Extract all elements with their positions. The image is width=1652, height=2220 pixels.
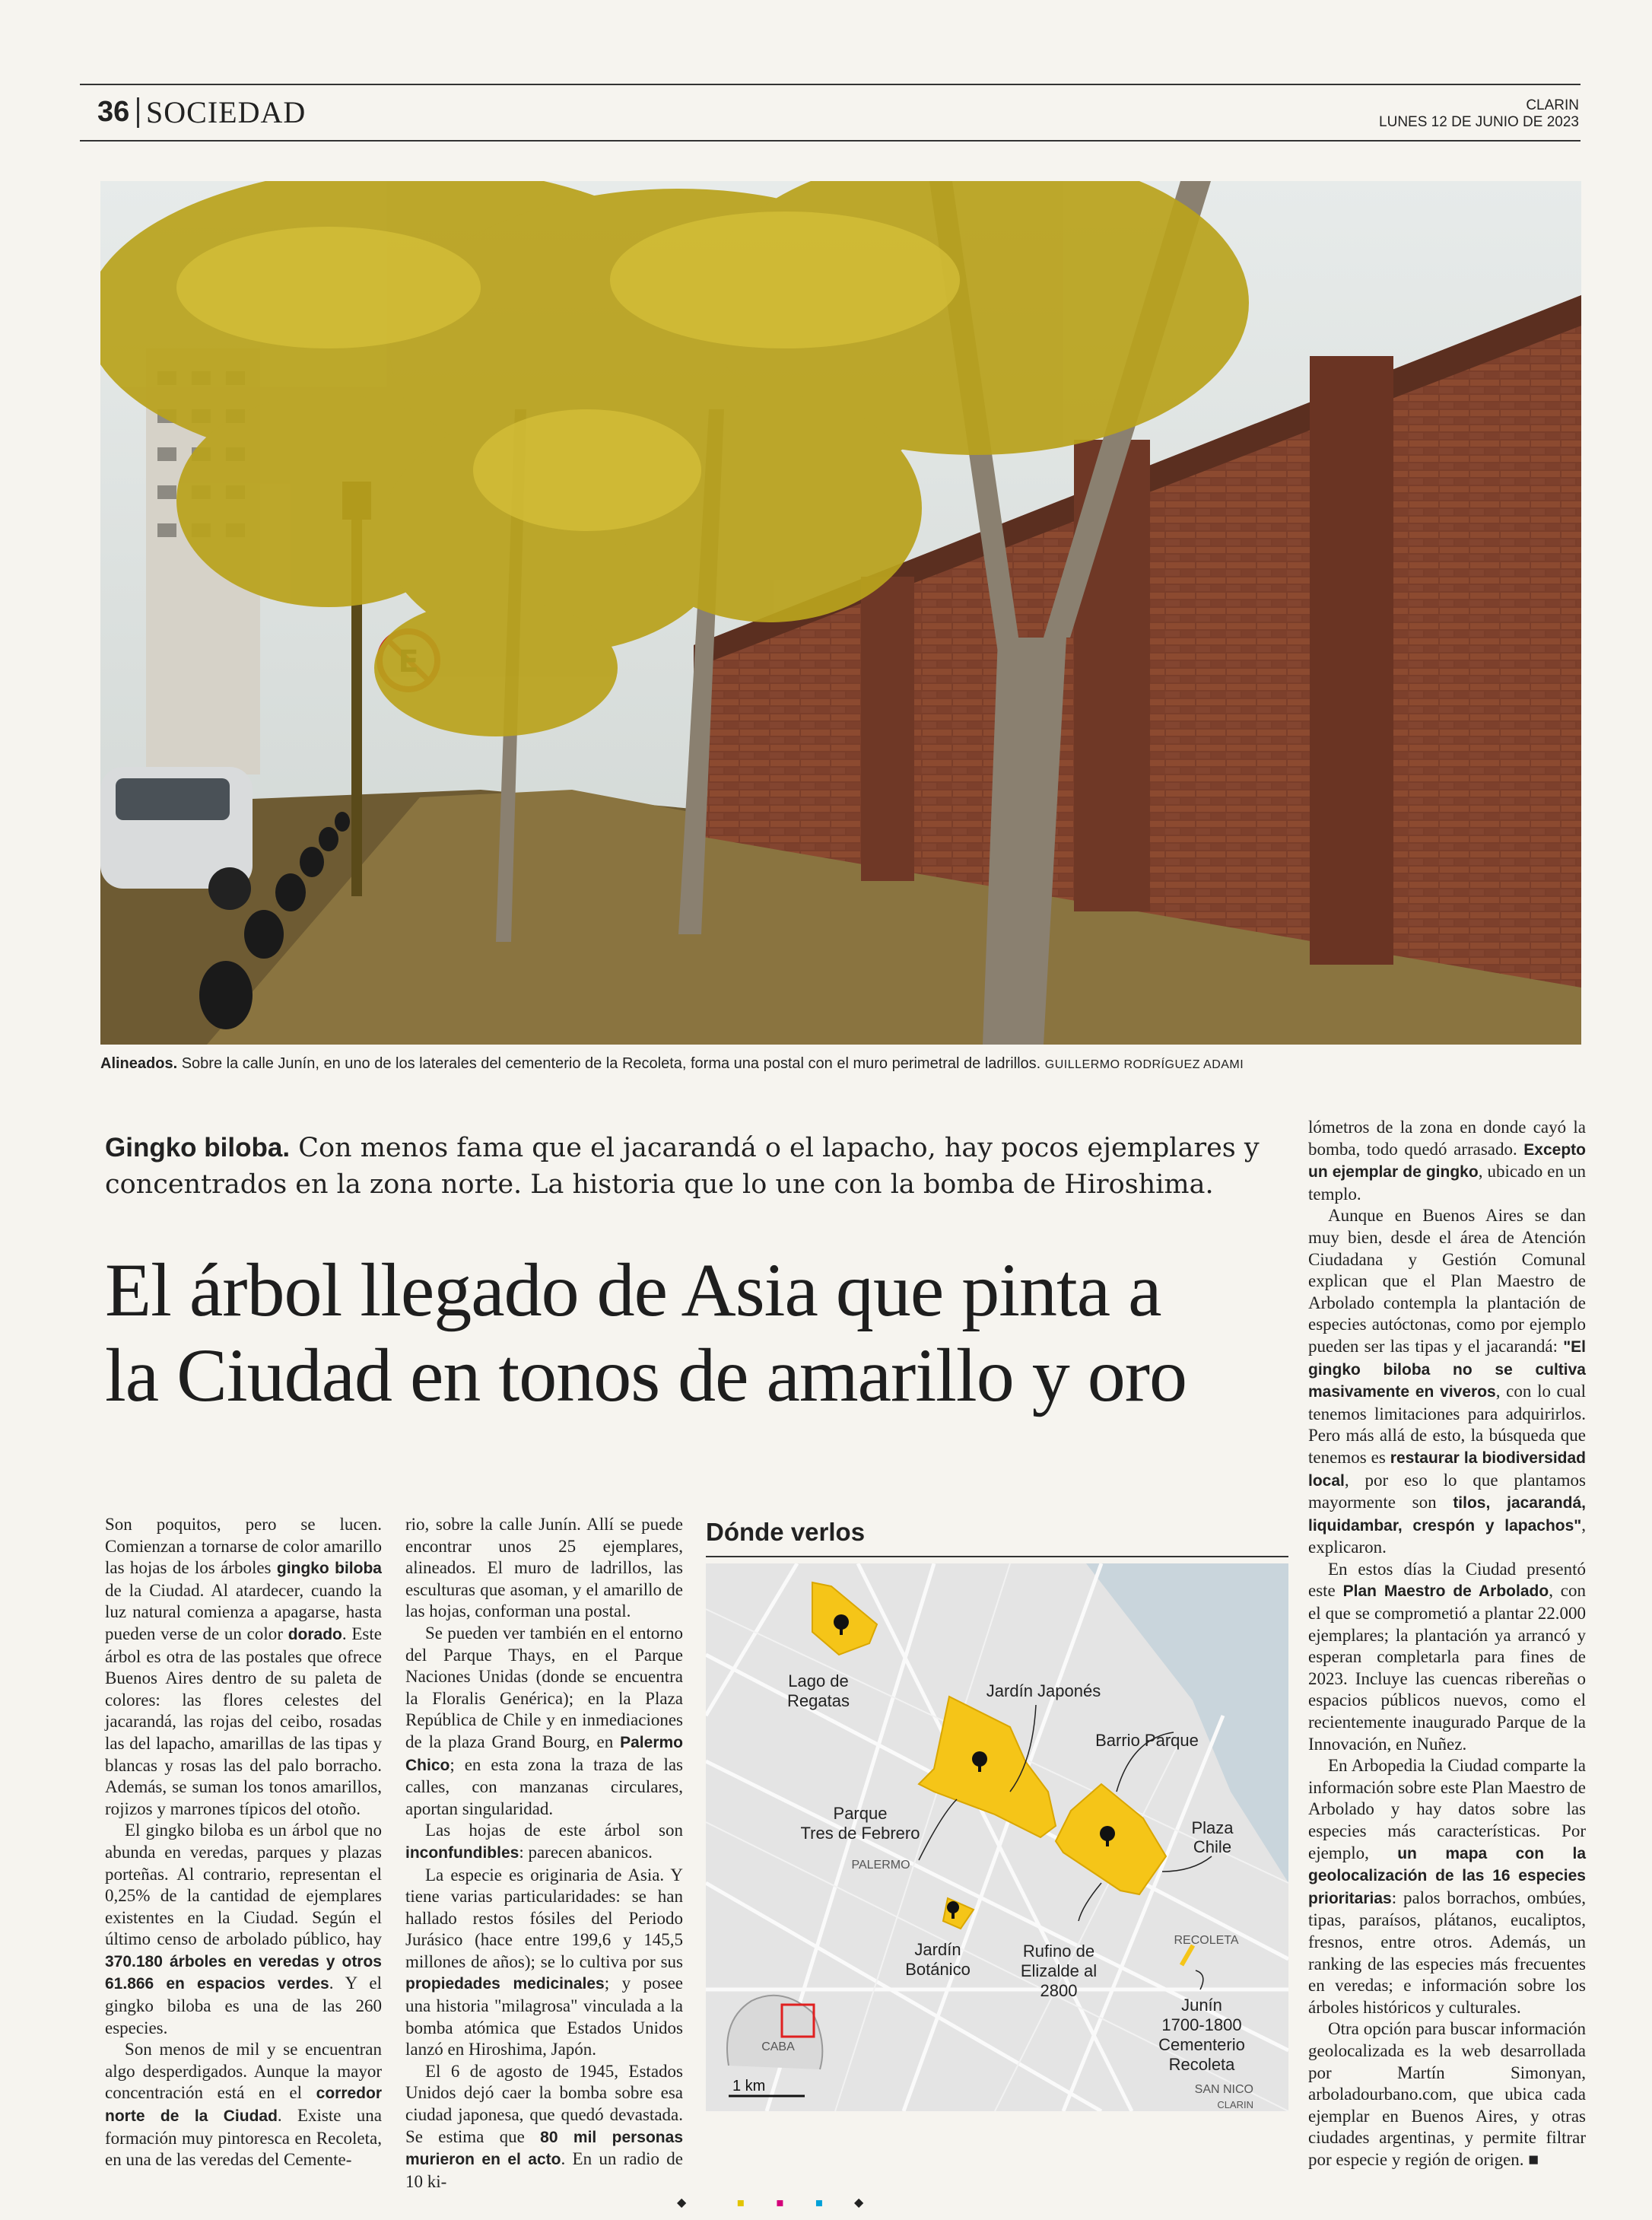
- label-junin-3: Cementerio: [1158, 2035, 1245, 2054]
- bold-run: 80 mil personas murieron en el acto: [405, 2128, 683, 2169]
- paragraph: [405, 1820, 683, 1864]
- bold-run: un mapa con la geolocalización de las 16 especies prioritarias: [1308, 1844, 1586, 1907]
- text-run: de la Ciudad. Al atardecer, cuando la luz natural comienza a apagarse, hasta pueden verse de un color: [105, 1580, 382, 1643]
- section-name: SOCIEDAD: [146, 95, 307, 129]
- label-palermo: PALERMO: [851, 1859, 910, 1872]
- label-junin-1: Junín: [1181, 1996, 1222, 2015]
- label-rufino-1: Rufino de: [1022, 1942, 1095, 1961]
- text-run: lómetros de la zona en donde cayó la bomba, todo quedó arrasado.: [1308, 1118, 1586, 1159]
- text-run: El gingko biloba es un árbol que no abunda en veredas, parques y plazas porteñas. Al contrario, representan el 0,25% de la cantidad de ejemplares existentes en la Ciudad. Según el último censo de arbolado público, hay: [105, 1821, 382, 1949]
- bold-run: gingko biloba: [276, 1560, 382, 1578]
- paragraph: [1308, 1559, 1586, 1755]
- header-bottom-rule: [80, 140, 1581, 142]
- label-parque-3-febrero-1: Parque: [833, 1804, 888, 1823]
- label-jardin-japones: Jardín Japonés: [986, 1681, 1101, 1700]
- label-parque-3-febrero-2: Tres de Febrero: [800, 1824, 920, 1843]
- text-run: : palos borrachos, ombúes, tipas, paraísos, plátanos, eucaliptos, fresnos, entre otros. Además, un ranking de las especies más frecuentes en veredas; e información sobre los árboles históricos y culturales.: [1308, 1888, 1586, 2017]
- headline-line-1: El árbol llegado de Asia que pinta a: [105, 1248, 1161, 1332]
- label-junin-2: 1700-1800: [1161, 2015, 1242, 2034]
- page-number: 36: [97, 96, 130, 128]
- main-photo: [100, 181, 1581, 1045]
- article-deck: [105, 1130, 1291, 1203]
- text-run: , por eso lo que plantamos mayormente son: [1308, 1470, 1586, 1512]
- map-title-rule: [706, 1556, 1288, 1557]
- paragraph: [105, 1514, 382, 1820]
- caption-lead: Alineados.: [100, 1055, 178, 1072]
- text-run: ; en esta zona la traza de las calles, con manzanas circulares, aportan singularidad.: [405, 1754, 683, 1818]
- map-title: Dónde verlos: [706, 1518, 866, 1546]
- paragraph: [105, 2039, 382, 2171]
- header-top-rule: [80, 84, 1581, 85]
- text-run: Aunque en Buenos Aires se dan muy bien, desde el área de Atención Ciudadana y Gestión Comunal explican que el Plan Maestro de Arbolado contempla la plantación de especies autóctonas, como por ejemplo pueden ser las tipas y el jacarandá:: [1308, 1206, 1586, 1356]
- photo-caption: [100, 1053, 1581, 1076]
- text-run: En Arbopedia la Ciudad comparte la información sobre este Plan Maestro de Arbolado y hay datos sobre las especies más características. Por ejemplo,: [1308, 1756, 1586, 1862]
- text-run: , con el que se comprometió a plantar 22.000 ejemplares; la plantación ya arrancó y esperan completarla para fines de 2023. Incluye las cuencas ribereñas o espacios públicos nuevos, como el recientemente inaugurado Parque de la Innovación, en Nuñez.: [1308, 1581, 1586, 1754]
- text-run: , ubicado en un templo.: [1308, 1162, 1587, 1204]
- label-lago-2: Regatas: [787, 1691, 850, 1710]
- paragraph: [405, 2061, 683, 2193]
- scale-label: 1 km: [732, 2078, 766, 2094]
- map-source: CLARIN: [1217, 2099, 1253, 2110]
- text-run: , con lo cual tenemos limitaciones para adquirirlos. Pero más allá de esto, la búsqueda que tenemos es: [1308, 1382, 1586, 1467]
- text-run: rio, sobre la calle Junín. Allí se puede encontrar unos 25 ejemplares, alineados. El muro de ladrillos, las esculturas que asoman, y el amarillo de las hojas, conforman una postal.: [405, 1515, 683, 1621]
- caption-text: Sobre la calle Junín, en uno de los laterales del cementerio de la Recoleta, forma una postal con el muro perimetral de ladrillos.: [177, 1055, 1041, 1072]
- label-rufino-3: 2800: [1040, 1981, 1078, 2000]
- paragraph: [105, 1820, 382, 2039]
- text-run: Otra opción para buscar información geolocalizada es la web desarrollada por Martín Simonyan, arboladourbano.com, que ubica cada ejemplar en Buenos Aires, y otras ciudades argentinas, y permite filtrar por especie y región de origen. ■: [1308, 2019, 1586, 2169]
- text-run: La especie es originaria de Asia. Y tiene varias particularidades: se han hallado restos fósiles del Periodo Jurásico (hace entre 199,6 y 145,5 millones de años); se lo cultiva por sus: [405, 1865, 683, 1971]
- bold-run: Palermo Chico: [405, 1733, 683, 1774]
- text-run: El 6 de agosto de 1945, Estados Unidos dejó caer la bomba sobre esa ciudad japonesa, que quedó devastada. Se estima que: [405, 2061, 683, 2146]
- label-lago-1: Lago de: [788, 1671, 849, 1690]
- text-run: . Existe una formación muy pintoresca en Recoleta, en una de las veredas del Cemente-: [105, 2106, 382, 2170]
- paragraph: [405, 1514, 683, 1623]
- location-map: [706, 1563, 1288, 2111]
- bold-run: dorado: [288, 1625, 342, 1643]
- label-san-nico: SAN NICO: [1194, 2083, 1253, 2096]
- label-botanico-2: Botánico: [905, 1960, 971, 1979]
- photo-credit: GUILLERMO RODRÍGUEZ ADAMI: [1044, 1058, 1244, 1071]
- text-run: : parecen abanicos.: [519, 1842, 653, 1862]
- label-rufino-2: Elizalde al: [1020, 1961, 1098, 1980]
- registration-marks: ◆ ▪ ▪ ▪ ◆: [677, 2195, 864, 2209]
- text-run: En estos días la Ciudad presentó este: [1308, 1559, 1586, 1601]
- text-run: . Este árbol es otra de las postales que ofrece Buenos Aires dentro de su paleta de colores: las flores celestes del jacarandá, las rojas del ceibo, rosadas las del lapacho, amarillas de las tipas y blancas y rosas las del palo borracho. Además, se suman los tonos amarillos, rojizos y marrones típicos del otoño.: [105, 1624, 382, 1818]
- bold-run: propiedades medicinales: [405, 1975, 605, 1993]
- paper-name: CLARIN: [1526, 97, 1579, 113]
- paragraph: [405, 1865, 683, 2061]
- paragraph: [405, 1623, 683, 1820]
- label-plaza-chile-2: Chile: [1193, 1837, 1232, 1856]
- body-column-3: [1308, 1117, 1586, 2171]
- bold-run: 370.180 árboles en veredas y otros 61.866 en espacios verdes: [105, 1952, 382, 1993]
- paragraph: [1308, 1117, 1586, 1205]
- text-run: , explicaron.: [1308, 1515, 1586, 1557]
- paragraph: [1308, 1205, 1586, 1559]
- bold-run: tilos, jacarandá, liquidambar, crespón y lapachos": [1308, 1494, 1586, 1535]
- bold-run: restaurar la biodiversidad local: [1308, 1449, 1586, 1490]
- headline-line-2: la Ciudad en tonos de amarillo y oro: [105, 1333, 1187, 1417]
- bold-run: Plan Maestro de Arbolado: [1342, 1582, 1549, 1601]
- label-caba: CABA: [761, 2040, 795, 2053]
- text-run: Las hojas de este árbol son: [425, 1821, 683, 1840]
- bold-run: corredor norte de la Ciudad: [105, 2085, 382, 2126]
- label-barrio-parque: Barrio Parque: [1095, 1731, 1199, 1750]
- bold-run: Excepto un ejemplar de gingko: [1308, 1140, 1586, 1182]
- bold-run: "El gingko biloba no se cultiva masivamente en viveros: [1308, 1337, 1586, 1401]
- paragraph: [1308, 1755, 1586, 2018]
- header-separator: [137, 97, 139, 128]
- issue-date: LUNES 12 DE JUNIO DE 2023: [1379, 114, 1579, 130]
- label-recoleta: RECOLETA: [1174, 1934, 1239, 1947]
- label-plaza-chile-1: Plaza: [1191, 1818, 1234, 1837]
- label-junin-4: Recoleta: [1168, 2055, 1235, 2074]
- body-column-2: [405, 1514, 683, 2193]
- label-botanico-1: Jardín: [914, 1940, 961, 1959]
- text-run: ; y posee una historia "milagrosa" vinculada a la bomba atómica que Estados Unidos lanzó en Hiroshima, Japón.: [405, 1974, 683, 2059]
- article-headline: [105, 1248, 1307, 1418]
- text-run: Son menos de mil y se encuentran algo desperdigados. Aunque la mayor concentración está en el: [105, 2040, 382, 2103]
- ginkgo-street-illustration: [100, 181, 1581, 1045]
- map-graphic: [706, 1563, 1288, 2111]
- deck-lead: Gingko biloba.: [105, 1133, 291, 1162]
- paper-info: [1379, 97, 1579, 131]
- deck-text: Con menos fama que el jacarandá o el lapacho, hay pocos ejemplares y concentrados en la zona norte. La historia que lo une con la bomba de Hiroshima.: [105, 1133, 1260, 1200]
- text-run: . En un radio de 10 ki-: [405, 2149, 684, 2191]
- text-run: . Y el gingko biloba es una de las 260 especies.: [105, 1974, 382, 2037]
- text-run: Se pueden ver también en el entorno del Parque Thays, en el Parque Naciones Unidas (donde se encuentra la Floralis Genérica); en la Plaza República de Chile y en inmediaciones de la plaza Grand Bourg, en: [405, 1623, 683, 1751]
- bold-run: inconfundibles: [405, 1843, 519, 1862]
- body-column-1: [105, 1514, 382, 2171]
- paragraph: [1308, 2018, 1586, 2171]
- text-run: Son poquitos, pero se lucen. Comienzan a tornarse de color amarillo las hojas de los árboles: [105, 1515, 382, 1578]
